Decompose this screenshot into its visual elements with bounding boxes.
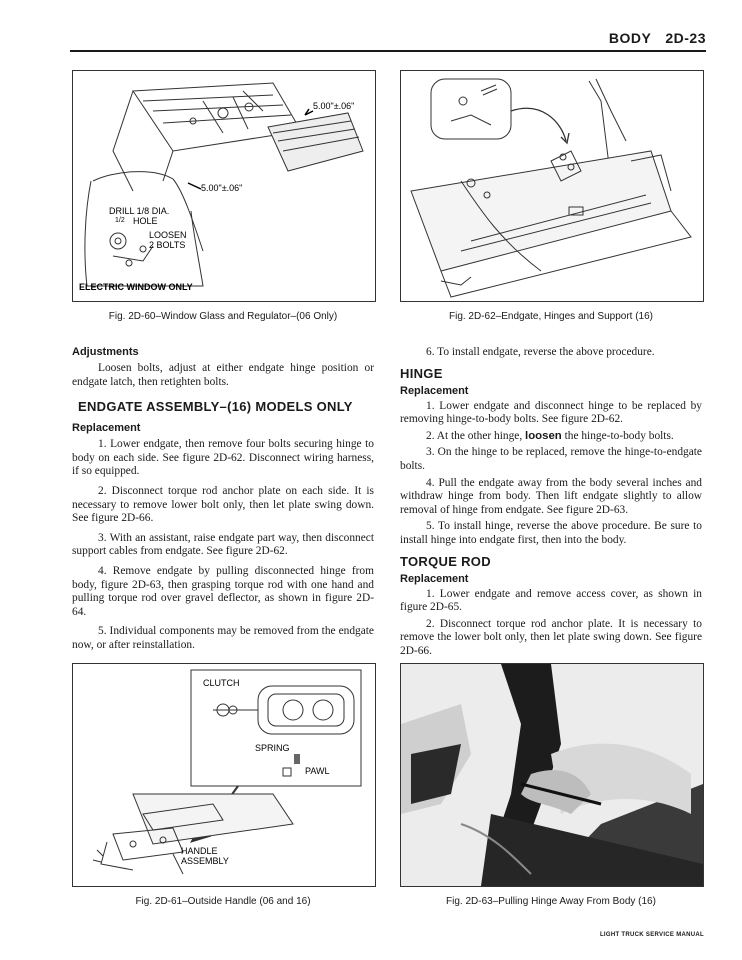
hinge-step-2	[400, 430, 702, 444]
right-column	[400, 346, 702, 659]
handle-label: HANDLE	[181, 846, 218, 856]
endgate-assembly-heading: ENDGATE ASSEMBLY–(16) MODELS ONLY	[78, 399, 353, 415]
window-regulator-illustration	[73, 71, 375, 301]
section-title: BODY	[608, 30, 652, 46]
dimension-top-label: 5.00"±.06"	[313, 101, 355, 111]
figure-2d-60	[72, 70, 376, 302]
figure-2d-61-caption: Fig. 2D-61–Outside Handle (06 and 16)	[135, 896, 311, 907]
hinge-step-3: 3. On the hinge to be replaced, remove the hinge-to-endgate bolts.	[400, 446, 702, 472]
outside-handle-illustration	[73, 664, 375, 886]
torque-rod-heading: TORQUE ROD	[400, 553, 491, 569]
figure-2d-63	[400, 663, 704, 887]
footer-manual-title: LIGHT TRUCK SERVICE MANUAL	[599, 932, 704, 938]
drill-hole-label: HOLE	[133, 216, 158, 226]
loosen-bolts-label: 2 BOLTS	[149, 240, 186, 250]
header-rule	[70, 50, 706, 52]
hinge-step-2-start: 2. At the other hinge,	[426, 429, 526, 442]
endgate-step-5: 5. Individual components may be removed from the endgate now, or after reinstallation.	[72, 625, 374, 651]
left-column	[72, 346, 374, 653]
figure-2d-60-caption: Fig. 2D-60–Window Glass and Regulator–(06 Only)	[108, 311, 338, 322]
figure-2d-62-caption: Fig. 2D-62–Endgate, Hinges and Support (16)	[448, 311, 653, 322]
clutch-label: CLUTCH	[203, 678, 240, 688]
hinge-step-2-end: the hinge-to-body bolts.	[561, 429, 674, 442]
adjustments-text: Loosen bolts, adjust at either endgate hinge position or endgate latch, then retighten bolts.	[72, 362, 374, 388]
figure-2d-62	[400, 70, 704, 302]
endgate-step-2: 2. Disconnect torque rod anchor plate on each side. It is necessary to remove lower bolt only, then let plate swing down. See figure 2D-66.	[72, 484, 374, 525]
figure-2d-63-caption: Fig. 2D-63–Pulling Hinge Away From Body (16)	[446, 896, 656, 907]
dimension-bottom-label: 5.00"±.06"	[201, 183, 243, 193]
endgate-step-3: 3. With an assistant, raise endgate part way, then disconnect support cables from endgate. See figure 2D-62.	[72, 531, 374, 558]
hinge-step-1: 1. Lower endgate and disconnect hinge to be replaced by removing hinge-to-body bolts. See figure 2D-62.	[400, 399, 702, 426]
spring-label: SPRING	[255, 743, 290, 753]
endgate-replacement-heading: Replacement	[72, 422, 141, 435]
adjustments-heading: Adjustments	[72, 346, 139, 358]
hinge-step-2-emphasis: loosen	[525, 429, 562, 442]
loosen-label: LOOSEN	[149, 230, 187, 240]
endgate-step-6: 6. To install endgate, reverse the above procedure.	[426, 346, 655, 358]
drill-label: DRILL 1/8 DIA.	[109, 206, 170, 216]
hinge-heading: HINGE	[400, 365, 443, 381]
figure-2d-61	[72, 663, 376, 887]
pulling-hinge-photo	[401, 664, 703, 886]
hinge-replacement-heading: Replacement	[400, 384, 469, 397]
hinge-step-4: 4. Pull the endgate away from the body several inches and withdraw hinge from body. Then lift endgate slightly to allow removal of hinge from endgate. See figure 2D-63.	[400, 476, 702, 516]
endgate-hinges-illustration	[401, 71, 703, 301]
electric-window-label: ELECTRIC WINDOW ONLY	[79, 282, 193, 292]
page-header	[595, 30, 706, 46]
torque-replacement-heading: Replacement	[400, 572, 469, 585]
page-number: 2D-23	[665, 30, 706, 46]
handle-assembly-label: ASSEMBLY	[181, 856, 229, 866]
pawl-label: PAWL	[305, 766, 330, 776]
drill-fraction-label: 1/2	[115, 217, 125, 224]
torque-step-1: 1. Lower endgate and remove access cover, as shown in figure 2D-65.	[400, 587, 702, 614]
endgate-step-4: 4. Remove endgate by pulling disconnected hinge from body, figure 2D-63, then grasping torque rod with one hand and pulling torque rod over gravel deflector, as shown in figure 2D-64.	[72, 564, 374, 618]
endgate-step-1: 1. Lower endgate, then remove four bolts securing hinge to body on each side. See figure 2D-62. Disconnect wiring harness, if so equipped.	[72, 438, 374, 478]
hinge-step-5: 5. To install hinge, reverse the above procedure. Be sure to install hinge into endgate first, then into the body.	[400, 520, 702, 546]
torque-step-2: 2. Disconnect torque rod anchor plate. It is necessary to remove the lower bolt only, then let plate swing down. See figure 2D-66.	[400, 617, 702, 657]
